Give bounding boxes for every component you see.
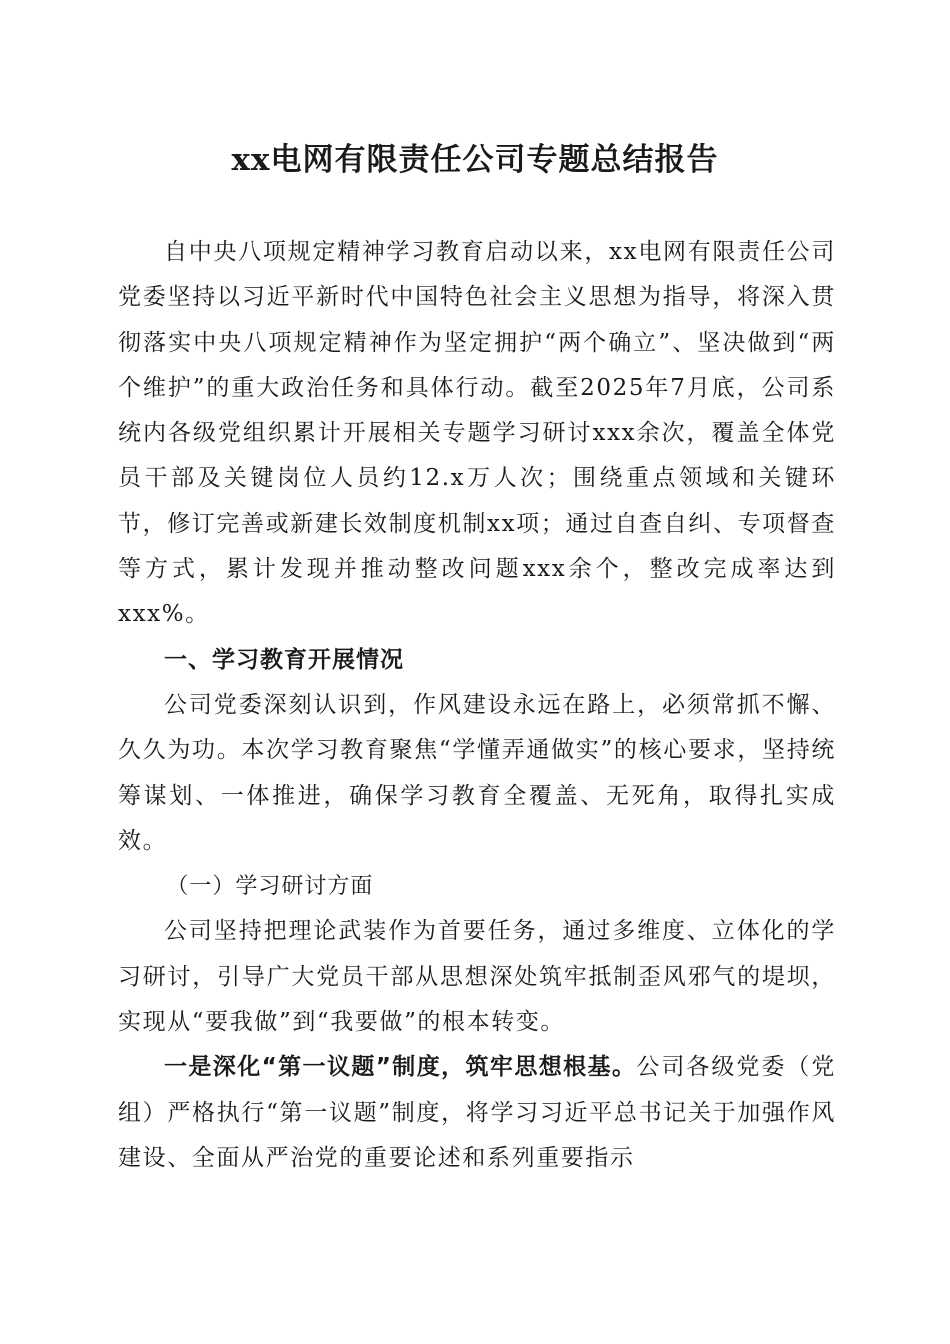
point-1-lead: 一是深化“第一议题”制度，筑牢思想根基。 [164, 1054, 637, 1081]
subsection-heading-1: （一）学习研讨方面 [166, 874, 374, 900]
section-heading-1: 一、学习教育开展情况 [164, 646, 404, 673]
section-1-paragraph: 公司党委深刻认识到，作风建设永远在路上，必须常抓不懈、久久为功。本次学习教育聚焦“学懂弄通做实”的核心要求，坚持统筹谋划、一体推进，确保学习教育全覆盖、无死角，取得扎实成效。 [118, 691, 836, 854]
point-1-paragraph [118, 1045, 836, 1181]
subsection-1-paragraph: 公司坚持把理论武装作为首要任务，通过多维度、立体化的学习研讨，引导广大党员干部从思想深处筑牢抵制歪风邪气的堤坝，实现从“要我做”到“我要做”的根本转变。 [118, 918, 836, 1036]
document-title: xx电网有限责任公司专题总结报告 [231, 142, 719, 178]
intro-paragraph: 自中央八项规定精神学习教育启动以来，xx电网有限责任公司党委坚持以习近平新时代中国特色社会主义思想为指导，将深入贯彻落实中央八项规定精神作为坚定拥护“两个确立”、坚决做到“两个维护”的重大政治任务和具体行动。截至2025年7月底，公司系统内各级党组织累计开展相关专题学习研讨xxx余次，覆盖全体党员干部及关键岗位人员约12.x万人次；围绕重点领域和关键环节，修订完善或新建长效制度机制xx项；通过自查自纠、专项督查等方式，累计发现并推动整改问题xxx余个，整改完成率达到xxx%。 [118, 239, 836, 628]
point-1-text: 公司各级党委（党组）严格执行“第一议题”制度，将学习习近平总书记关于加强作风建设、全面从严治党的重要论述和系列重要指示 [118, 1054, 836, 1171]
document-body [118, 230, 836, 1181]
